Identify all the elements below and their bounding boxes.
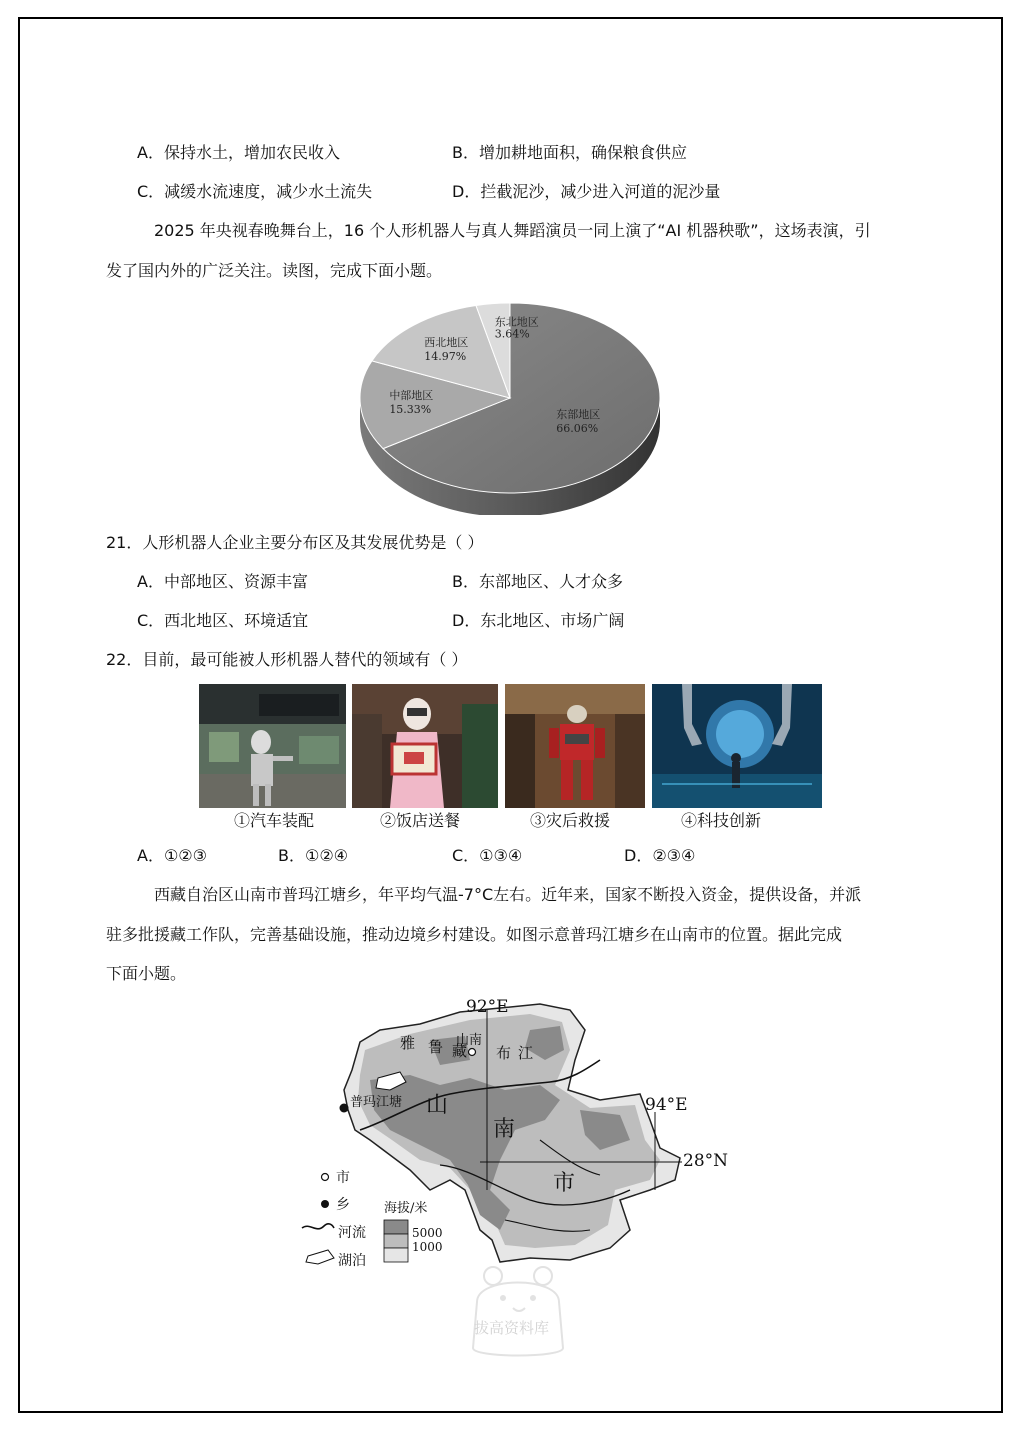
legend-township-icon bbox=[321, 1200, 329, 1208]
q21-stem: 21．人形机器人企业主要分布区及其发展优势是（ ） bbox=[106, 533, 484, 552]
river-char-1: 雅 bbox=[400, 1034, 416, 1052]
pie-chart bbox=[350, 300, 680, 515]
tibet-intro-line-3: 下面小题。 bbox=[106, 964, 187, 983]
q22-option-d: D．②③④ bbox=[624, 846, 696, 865]
q22-option-b: B．①②④ bbox=[278, 846, 349, 865]
robot-intro-line-1: 2025 年央视春晚舞台上，16 个人形机器人与真人舞蹈演员一同上演了“AI 机器秧歌”，这场表演，引 bbox=[154, 221, 871, 240]
map-label-94e: 94°E bbox=[645, 1095, 688, 1115]
legend-elev-high-label: 5000 bbox=[412, 1226, 443, 1240]
city-marker-shannan bbox=[469, 1049, 476, 1056]
river-char-5: 江 bbox=[518, 1044, 534, 1062]
q22-option-c: C．①③④ bbox=[452, 846, 523, 865]
photo-tech-innovation bbox=[652, 684, 822, 808]
caption-restaurant-delivery: ②饭店送餐 bbox=[380, 811, 461, 830]
pie-label-0: 东部地区 bbox=[556, 407, 601, 421]
watermark-text: 拔高资料库 bbox=[474, 1319, 550, 1337]
map-label-township: 普玛江塘 bbox=[350, 1095, 403, 1110]
river-char-3: 藏 bbox=[452, 1042, 468, 1060]
legend-elev-low-swatch bbox=[384, 1248, 408, 1262]
pie-label-3: 东北地区 bbox=[494, 315, 539, 329]
township-marker-pumajiangtang bbox=[340, 1104, 349, 1113]
legend-elev-mid-swatch bbox=[384, 1234, 408, 1248]
map-label-shannan-city: 山南 bbox=[456, 1033, 483, 1048]
legend-elevation-title: 海拔/米 bbox=[384, 1201, 428, 1216]
q22-stem: 22．目前，最可能被人形机器人替代的领域有（ ） bbox=[106, 650, 468, 669]
pie-label-2: 西北地区 bbox=[424, 336, 469, 350]
shannan-map bbox=[300, 990, 740, 1290]
q21-option-c: C．西北地区、环境适宜 bbox=[137, 611, 309, 630]
pie-value-0: 66.06% bbox=[556, 421, 599, 435]
q21-option-d: D．东北地区、市场广阔 bbox=[452, 611, 625, 630]
legend-elev-high-swatch bbox=[384, 1220, 408, 1234]
legend-lake-label: 湖泊 bbox=[338, 1253, 366, 1269]
caption-tech-innovation: ④科技创新 bbox=[681, 811, 762, 830]
robot-intro-line-2: 发了国内外的广泛关注。读图，完成下面小题。 bbox=[106, 261, 443, 280]
pie-value-2: 14.97% bbox=[424, 350, 467, 364]
region-char-3: 市 bbox=[553, 1171, 576, 1196]
caption-car-assembly: ①汽车装配 bbox=[234, 811, 315, 830]
photo-car-assembly bbox=[199, 684, 346, 808]
legend-lake-icon bbox=[306, 1250, 334, 1264]
river-char-2: 鲁 bbox=[428, 1038, 444, 1056]
q20-option-a: A．保持水土，增加农民收入 bbox=[137, 143, 340, 162]
river-char-4: 布 bbox=[496, 1044, 512, 1062]
pie-value-3: 3.64% bbox=[494, 327, 530, 341]
q21-option-a: A．中部地区、资源丰富 bbox=[137, 572, 308, 591]
region-char-1: 山 bbox=[426, 1093, 449, 1118]
legend-elev-low-label: 1000 bbox=[412, 1240, 443, 1254]
legend-river-label: 河流 bbox=[338, 1225, 366, 1241]
photo-disaster-rescue bbox=[505, 684, 645, 808]
pie-value-1: 15.33% bbox=[389, 403, 432, 417]
q21-option-b: B．东部地区、人才众多 bbox=[452, 572, 623, 591]
q20-option-b: B．增加耕地面积，确保粮食供应 bbox=[452, 143, 687, 162]
q20-option-d: D．拦截泥沙，减少进入河道的泥沙量 bbox=[452, 182, 721, 201]
q22-option-a: A．①②③ bbox=[137, 846, 207, 865]
region-char-2: 南 bbox=[493, 1117, 516, 1142]
legend-city-label: 市 bbox=[336, 1170, 350, 1186]
tibet-intro-line-1: 西藏自治区山南市普玛江塘乡，年平均气温-7°C左右。近年来，国家不断投入资金，提供设备，并派 bbox=[154, 885, 862, 904]
caption-disaster-rescue: ③灾后救援 bbox=[530, 811, 611, 830]
watermark-bear-logo bbox=[455, 1262, 580, 1362]
legend-river-icon bbox=[302, 1224, 334, 1229]
legend-city-icon bbox=[322, 1174, 329, 1181]
legend-township-label: 乡 bbox=[336, 1197, 350, 1213]
q20-option-c: C．减缓水流速度，减少水土流失 bbox=[137, 182, 373, 201]
map-label-28n: 28°N bbox=[683, 1151, 729, 1171]
map-label-92e: 92°E bbox=[466, 997, 509, 1017]
tibet-intro-line-2: 驻多批援藏工作队，完善基础设施，推动边境乡村建设。如图示意普玛江塘乡在山南市的位置。据此完成 bbox=[106, 925, 843, 944]
pie-label-1: 中部地区 bbox=[389, 389, 434, 403]
photo-restaurant-delivery bbox=[352, 684, 498, 808]
